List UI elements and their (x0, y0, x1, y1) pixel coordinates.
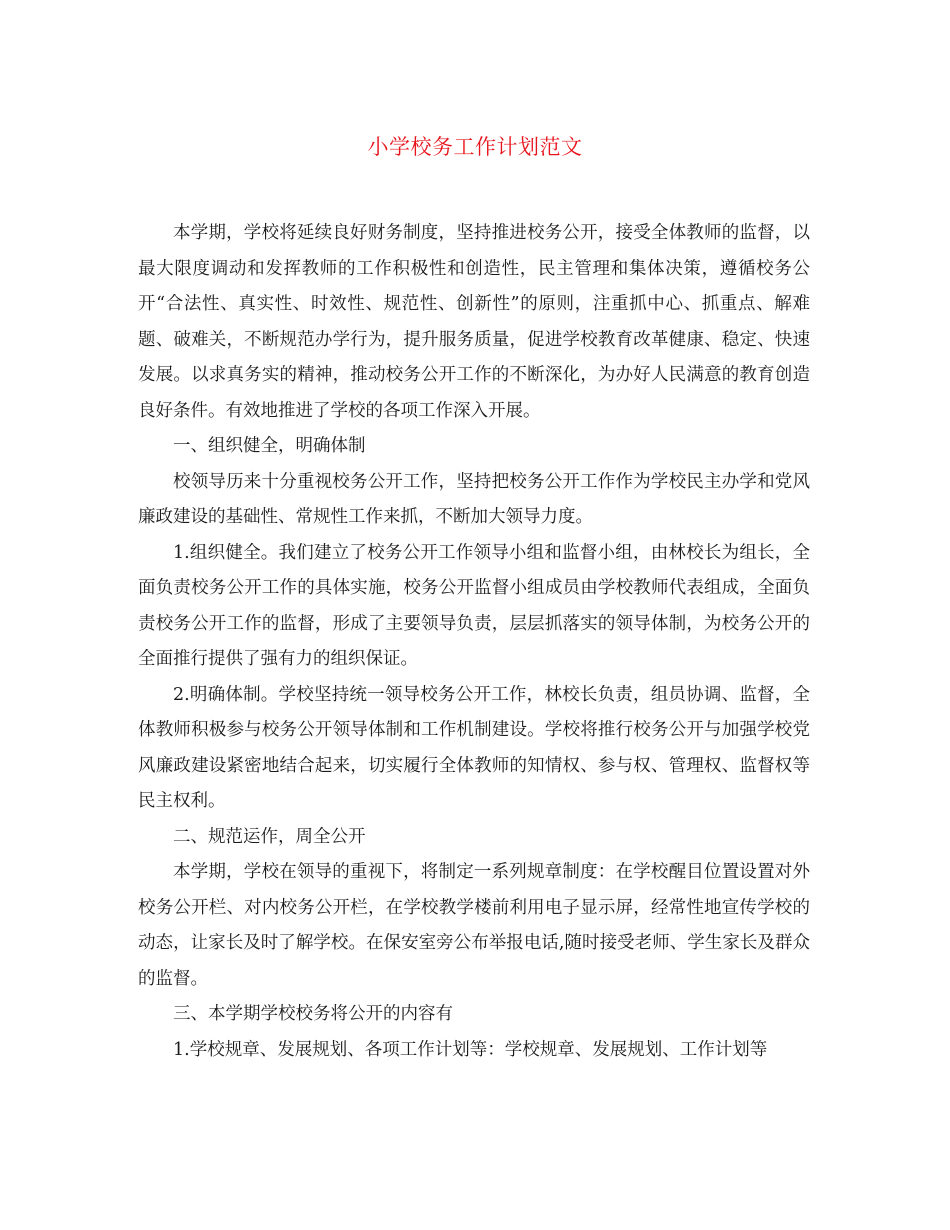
document-title: 小学校务工作计划范文 (367, 135, 583, 159)
intro-paragraph: 本学期，学校将延续良好财务制度，坚持推进校务公开，接受全体教师的监督，以最大限度调动和发挥教师的工作积极性和创造性，民主管理和集体决策，遵循校务公开“合法性、真实性、时效性、规范性、创新性”的原则，注重抓中心、抓重点、解难题、破难关，不断规范办学行为，提升服务质量，促进学校教育改革健康、稳定、快速发展。以求真务实的精神，推动校务公开工作的不断深化，为办好人民满意的教育创造良好条件。有效地推进了学校的各项工作深入开展。 (138, 223, 810, 421)
section-heading-2: 二、规范运作，周全公开 (173, 826, 366, 847)
section-1-item-1: 1.组织健全。我们建立了校务公开工作领导小组和监督小组，由林校长为组长，全面负责校务公开工作的具体实施，校务公开监督小组成员由学校教师代表组成，全面负责校务公开工作的监督，形成了主要领导负责，层层抓落实的领导体制，为校务公开的全面推行提供了强有力的组织保证。 (138, 542, 810, 669)
section-2-paragraph: 本学期，学校在领导的重视下，将制定一系列规章制度：在学校醒目位置设置对外校务公开栏、对内校务公开栏，在学校教学楼前利用电子显示屏，经常性地宣传学校的动态，让家长及时了解学校。在保安室旁公布举报电话,随时接受老师、学生家长及群众的监督。 (138, 862, 810, 989)
document-body (138, 216, 810, 1068)
section-1-item-2: 2.明确体制。学校坚持统一领导校务公开工作，林校长负责，组员协调、监督，全体教师积极参与校务公开领导体制和工作机制建设。学校将推行校务公开与加强学校党风廉政建设紧密地结合起来，切实履行全体教师的知情权、参与权、管理权、监督权等民主权利。 (138, 684, 810, 811)
section-1-paragraph: 校领导历来十分重视校务公开工作，坚持把校务公开工作作为学校民主办学和党风廉政建设的基础性、常规性工作来抓，不断加大领导力度。 (138, 471, 810, 527)
section-heading-1: 一、组织健全，明确体制 (173, 436, 366, 456)
section-heading-3: 三、本学期学校校务将公开的内容有 (173, 1004, 453, 1024)
section-3-item-1: 1.学校规章、发展规划、各项工作计划等：学校规章、发展规划、工作计划等 (173, 1039, 768, 1060)
